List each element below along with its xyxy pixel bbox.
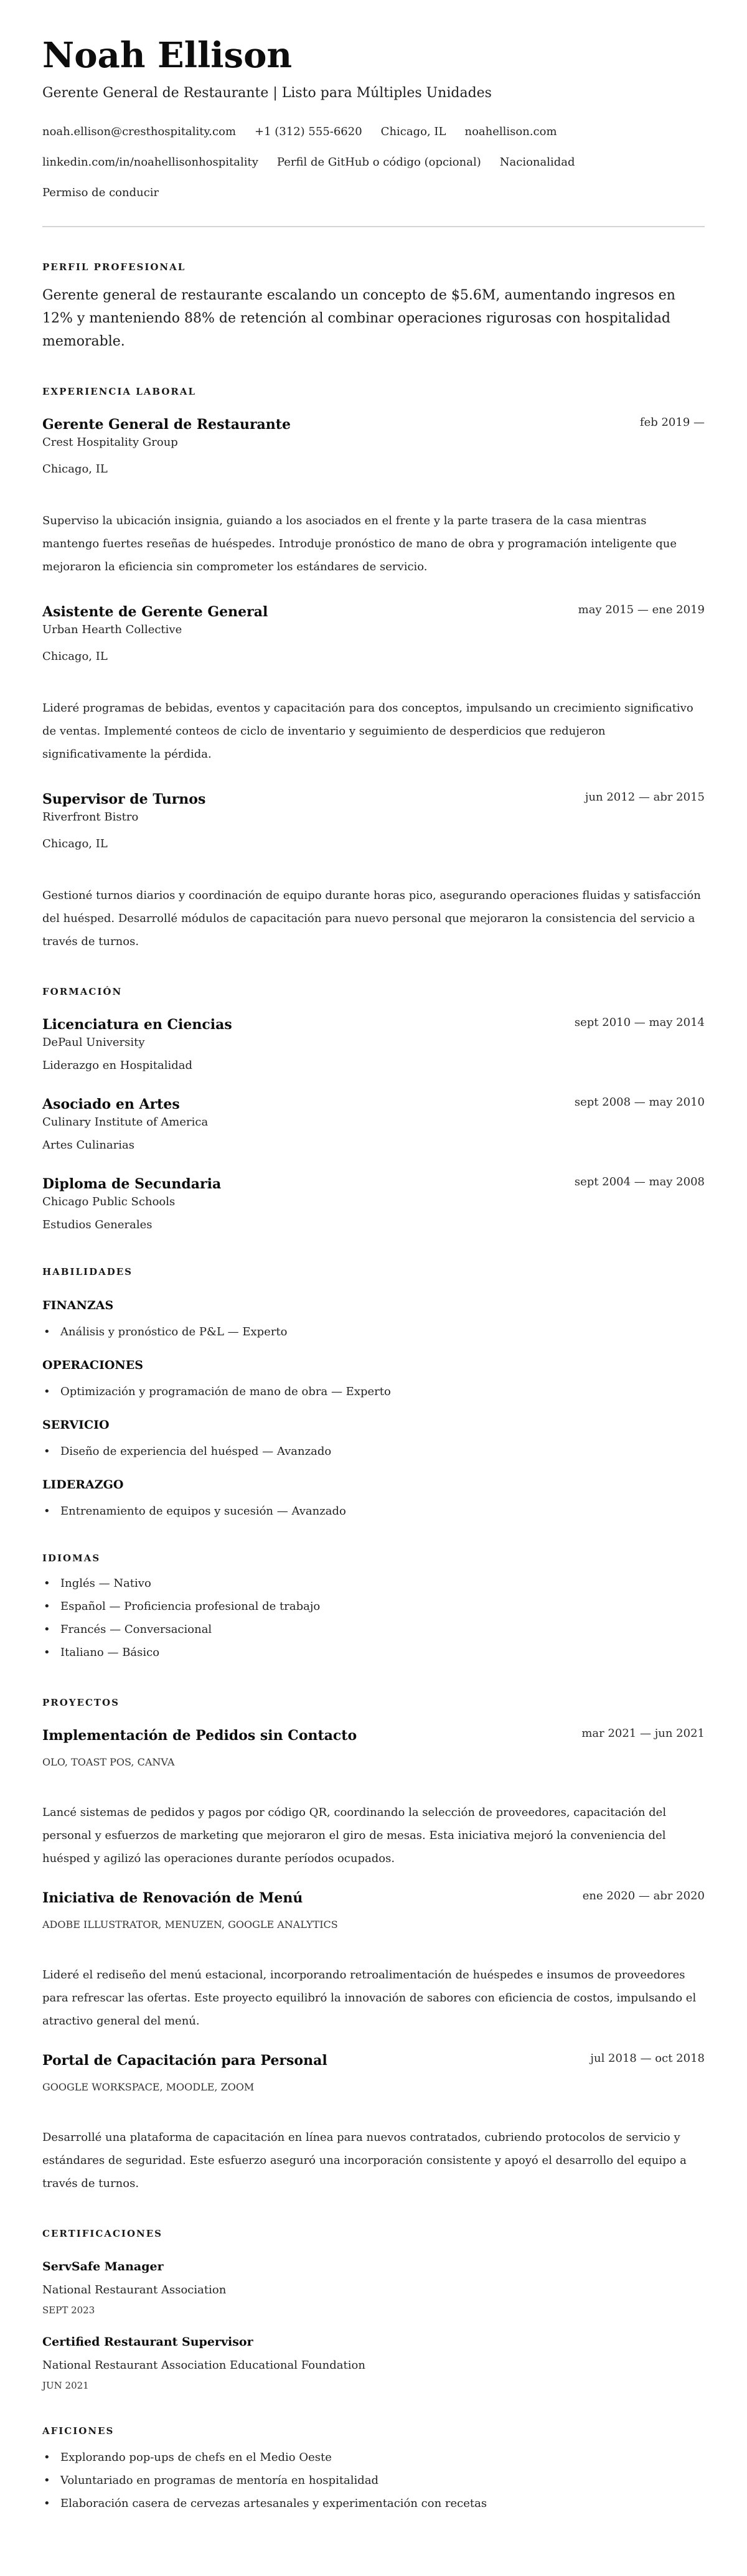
field-of-study: Liderazgo en Hospitalidad xyxy=(42,1059,193,1072)
certification-name: ServSafe Manager xyxy=(42,2260,164,2273)
certification-entry xyxy=(42,2334,705,2392)
skill-category: LIDERAZGO xyxy=(42,1478,124,1492)
hobby-list xyxy=(42,2446,705,2515)
job-entry xyxy=(42,790,705,953)
project-dates: mar 2021 — jun 2021 xyxy=(581,1727,705,1740)
degree-title: Licenciatura en Ciencias xyxy=(42,1017,232,1033)
skill-item: • Análisis y pronóstico de P&L — Experto xyxy=(42,1323,705,1340)
skill-category: FINANZAS xyxy=(42,1299,114,1312)
job-location: Chicago, IL xyxy=(42,463,108,476)
project-dates: ene 2020 — abr 2020 xyxy=(582,1889,705,1902)
project-description: Desarrollé una plataforma de capacitación en línea para nuevos contratados, cubriendo protocolos de servicio y estándares de seguridad. Este esfuerzo aseguró una incorporación consistente y apoyó el desarrollo del equipo a través de turnos. xyxy=(42,2131,687,2190)
language-item: • Italiano — Básico xyxy=(42,1641,705,1664)
job-entry xyxy=(42,415,705,578)
certification-entry xyxy=(42,2259,705,2317)
section-heading: PERFIL PROFESIONAL xyxy=(42,261,186,273)
skill-item: • Optimización y programación de mano de obra — Experto xyxy=(42,1383,705,1400)
candidate-name: Noah Ellison xyxy=(42,35,293,76)
contact-phone[interactable]: +1 (312) 555-6620 xyxy=(255,125,362,138)
certification-issuer: National Restaurant Association Educational Foundation xyxy=(42,2359,365,2372)
project-title: Portal de Capacitación para Personal xyxy=(42,2052,327,2069)
hobbies-section xyxy=(42,2425,705,2515)
job-location: Chicago, IL xyxy=(42,650,108,663)
language-item: • Francés — Conversacional xyxy=(42,1618,705,1641)
skill-item: • Diseño de experiencia del huésped — Avanzado xyxy=(42,1443,705,1460)
hobby-item: • Elaboración casera de cervezas artesanales y experimentación con recetas xyxy=(42,2492,705,2515)
education-dates: sept 2004 — may 2008 xyxy=(574,1175,705,1188)
job-dates: feb 2019 — xyxy=(639,416,705,429)
field-of-study: Artes Culinarias xyxy=(42,1139,134,1152)
skills-section xyxy=(42,1266,705,1520)
job-company: Urban Hearth Collective xyxy=(42,623,182,636)
header-divider xyxy=(42,226,705,227)
section-heading: HABILIDADES xyxy=(42,1266,133,1277)
experience-section xyxy=(42,385,705,953)
job-title: Asistente de Gerente General xyxy=(42,604,268,620)
certification-issuer: National Restaurant Association xyxy=(42,2283,227,2296)
job-entry xyxy=(42,603,705,766)
language-item: • Inglés — Nativo xyxy=(42,1572,705,1595)
job-description: Gestioné turnos diarios y coordinación de equipo durante horas pico, asegurando operaciones fluidas y satisfacción del huésped. Desarrollé módulos de capacitación para nuevo personal que mejoraron la consistencia del servicio a través de turnos. xyxy=(42,889,701,948)
contact-list xyxy=(42,123,705,201)
skill-item: • Entrenamiento de equipos y sucesión — Avanzado xyxy=(42,1503,705,1520)
contact-email[interactable]: noah.ellison@cresthospitality.com xyxy=(42,125,237,138)
project-tech: GOOGLE WORKSPACE, MOODLE, ZOOM xyxy=(42,2081,255,2093)
skill-category: OPERACIONES xyxy=(42,1358,143,1372)
job-dates: jun 2012 — abr 2015 xyxy=(585,791,705,804)
project-title: Implementación de Pedidos sin Contacto xyxy=(42,1728,357,1744)
project-description: Lancé sistemas de pedidos y pagos por código QR, coordinando la selección de proveedores, capacitación del personal y esfuerzos de marketing que mejoraron el giro de mesas. Esta iniciativa mejoró la conveniencia del huésped y agilizó las operaciones durante períodos ocupados. xyxy=(42,1806,667,1865)
hobby-item: • Explorando pop-ups de chefs en el Medio Oeste xyxy=(42,2446,705,2469)
institution: Culinary Institute of America xyxy=(42,1116,209,1129)
job-title: Gerente General de Restaurante xyxy=(42,416,291,433)
education-dates: sept 2008 — may 2010 xyxy=(574,1096,705,1109)
candidate-headline: Gerente General de Restaurante | Listo para Múltiples Unidades xyxy=(42,85,492,101)
section-heading: EXPERIENCIA LABORAL xyxy=(42,386,197,397)
degree-title: Diploma de Secundaria xyxy=(42,1176,222,1192)
education-entry xyxy=(42,1175,705,1233)
field-of-study: Estudios Generales xyxy=(42,1218,153,1231)
certification-date: JUN 2021 xyxy=(42,2380,89,2391)
section-heading: FORMACIÓN xyxy=(42,986,123,997)
hobby-item: • Voluntariado en programas de mentoría en hospitalidad xyxy=(42,2469,705,2492)
project-entry xyxy=(42,1726,705,1870)
certification-date: SEPT 2023 xyxy=(42,2305,95,2316)
job-location: Chicago, IL xyxy=(42,837,108,850)
skill-category: SERVICIO xyxy=(42,1418,110,1432)
contact-website[interactable]: noahellison.com xyxy=(464,125,557,138)
section-heading: IDIOMAS xyxy=(42,1553,101,1564)
education-section xyxy=(42,985,705,1233)
skill-list xyxy=(42,1383,705,1400)
project-tech: ADOBE ILLUSTRATOR, MENUZEN, GOOGLE ANALYTICS xyxy=(42,1919,338,1930)
summary-section xyxy=(42,261,705,353)
skill-list xyxy=(42,1323,705,1340)
project-dates: jul 2018 — oct 2018 xyxy=(590,2052,705,2065)
project-tech: OLO, TOAST POS, CANVA xyxy=(42,1756,175,1768)
summary-text: Gerente general de restaurante escalando un concepto de $5.6M, aumentando ingresos en 12% y manteniendo 88% de retención al combinar operaciones rigurosas con hospitalidad memorable. xyxy=(42,288,675,349)
contact-driving-license: Permiso de conducir xyxy=(42,186,159,199)
education-dates: sept 2010 — may 2014 xyxy=(574,1016,705,1029)
education-entry xyxy=(42,1095,705,1154)
projects-section xyxy=(42,1696,705,2195)
job-title: Supervisor de Turnos xyxy=(42,791,206,807)
contact-linkedin[interactable]: linkedin.com/in/noahellisonhospitality xyxy=(42,156,258,169)
section-heading: AFICIONES xyxy=(42,2425,115,2437)
languages-section xyxy=(42,1552,705,1664)
contact-github: Perfil de GitHub o código (opcional) xyxy=(276,156,481,169)
education-entry xyxy=(42,1015,705,1074)
institution: DePaul University xyxy=(42,1036,145,1049)
project-description: Lideré el rediseño del menú estacional, incorporando retroalimentación de huéspedes e insumos de proveedores para refrescar las ofertas. Este proyecto equilibró la innovación de sabores con eficiencia de costos, impulsando el atractivo general del menú. xyxy=(42,1968,697,2028)
project-entry xyxy=(42,2051,705,2195)
institution: Chicago Public Schools xyxy=(42,1195,176,1208)
resume-header xyxy=(42,35,705,201)
job-description: Lideré programas de bebidas, eventos y capacitación para dos conceptos, impulsando un crecimiento significativo de ventas. Implementé conteos de ciclo de inventario y seguimiento de desperdicios que redujeron significativamente la pérdida. xyxy=(42,702,693,761)
project-entry xyxy=(42,1889,705,2033)
degree-title: Asociado en Artes xyxy=(42,1096,180,1112)
job-dates: may 2015 — ene 2019 xyxy=(578,603,705,616)
skill-list xyxy=(42,1503,705,1520)
job-description: Superviso la ubicación insignia, guiando a los asociados en el frente y la parte trasera de la casa mientras mantengo fuertes reseñas de huéspedes. Introduje pronóstico de mano de obra y programación inteligente que mejoraron la eficiencia sin comprometer los estándares de servicio. xyxy=(42,514,677,573)
language-item: • Español — Proficiencia profesional de trabajo xyxy=(42,1595,705,1618)
language-list xyxy=(42,1572,705,1664)
contact-nationality: Nacionalidad xyxy=(499,156,575,169)
skill-list xyxy=(42,1443,705,1460)
section-heading: CERTIFICACIONES xyxy=(42,2228,162,2239)
certification-name: Certified Restaurant Supervisor xyxy=(42,2335,253,2349)
job-company: Crest Hospitality Group xyxy=(42,436,178,449)
certifications-section xyxy=(42,2227,705,2392)
section-heading: PROYECTOS xyxy=(42,1697,120,1708)
job-company: Riverfront Bistro xyxy=(42,811,139,824)
contact-location: Chicago, IL xyxy=(380,125,446,138)
project-title: Iniciativa de Renovación de Menú xyxy=(42,1890,303,1906)
